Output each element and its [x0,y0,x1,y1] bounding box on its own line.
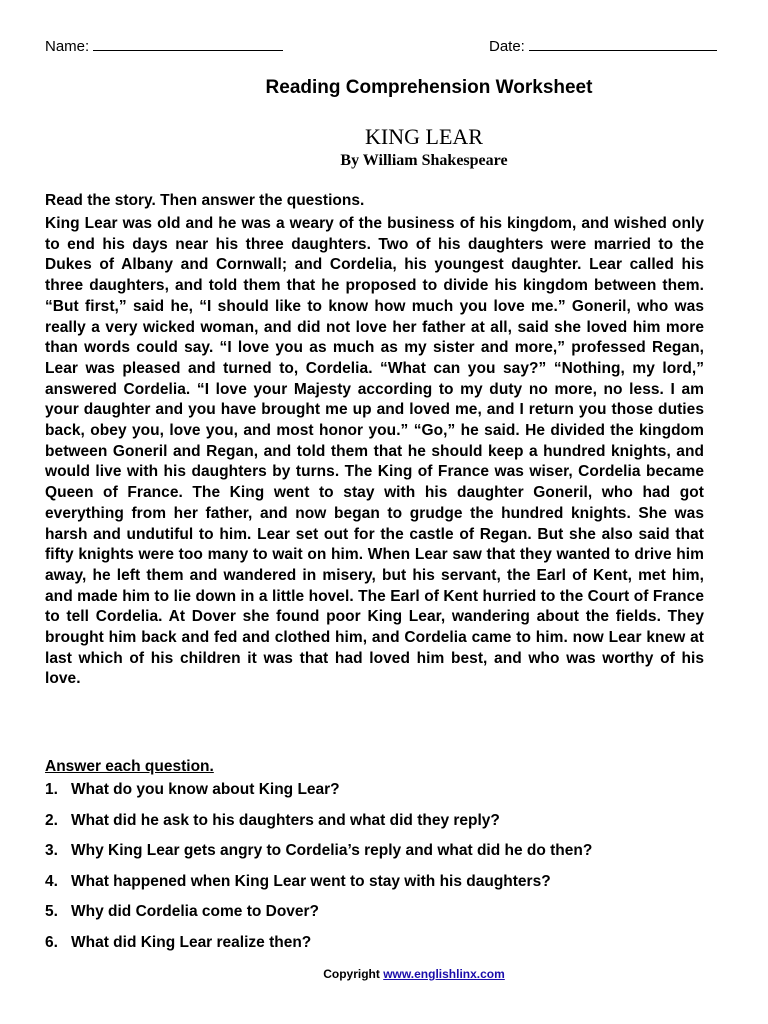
question-text: What did he ask to his daughters and what did they reply? [71,811,500,829]
name-field[interactable] [45,36,283,55]
instructions: Read the story. Then answer the questions. [45,192,365,209]
story-title: KING LEAR [365,124,483,149]
question-item [45,903,592,934]
question-item [45,934,592,965]
question-item [45,873,592,904]
question-text: What do you know about King Lear? [71,781,340,798]
question-text: What did King Lear realize then? [71,933,312,951]
question-text: Why King Lear gets angry to Cordelia’s reply and what did he do then? [71,842,593,860]
copyright-link[interactable]: www.englishlinx.com [383,967,505,981]
date-label: Date: [489,38,525,55]
question-item [45,842,592,873]
worksheet-title: Reading Comprehension Worksheet [265,77,593,98]
question-number: 2. [45,811,58,829]
name-blank-line[interactable] [93,36,283,51]
question-number: 3. [45,842,58,860]
question-number: 6. [45,933,58,951]
author-line: By William Shakespeare [340,152,508,169]
question-text: What happened when King Lear went to stay with his daughters? [71,872,551,890]
question-text: Why did Cordelia come to Dover? [71,903,320,921]
name-label: Name: [45,38,90,55]
question-number: 5. [45,903,58,921]
question-item [45,781,592,812]
date-field[interactable] [489,36,717,55]
copyright-footer [0,967,768,981]
questions-heading: Answer each question. [45,758,214,775]
question-number: 1. [45,781,58,798]
question-number: 4. [45,872,58,890]
date-blank-line[interactable] [529,36,717,51]
question-item [45,812,592,843]
story-text: King Lear was old and he was a weary of the business of his kingdom, and wished only to end his days near his three daughters. Two of his daughters were married to the Dukes of Albany and Cornwall; and Cordelia, his youngest daughter. Lear called his three daughters, and told them that he proposed to divide his kingdom between them. “But first,” said he, “I should like to know how much you love me.” Goneril, who was really a very wicked woman, and did not love her father at all, said she loved him more than words could say. “I love you as much as my sister and more,” professed Regan, Lear was pleased and turned to, Cordelia. “What can you say?” “Nothing, my lord,” answered Cordelia. “I love your Majesty according to my duty no more, no less. I am your daughter and you have brought me up and loved me, and I return you those duties back, obey you, love you, and most honor you.” “Go,” he said. He divided the kingdom between Goneril and Regan, and told them that he should keep a hundred knights, and would live with his daughters by turns. The King of France was wiser, Cordelia became Queen of France. The King went to stay with his daughter Goneril, who had got everything from her father, and now began to grudge the hundred knights. She was harsh and undutiful to him. Lear set out for the castle of Regan. But she also said that fifty knights were too many to wait on him. When Lear saw that they wanted to drive him away, he left them and wandered in misery, but his servant, the Earl of Kent, met him, and made him to lie down in a little hovel. The Earl of Kent hurried to the Court of France to tell Cordelia. At Dover she found poor King Lear, wandering about the fields. They brought him back and fed and clothed him, and Cordelia came to him. now Lear knew at last which of his children it was that had loved him best, and who was worthy of his love. [45,215,704,688]
copyright-label: Copyright [323,967,380,981]
question-list [45,781,592,965]
